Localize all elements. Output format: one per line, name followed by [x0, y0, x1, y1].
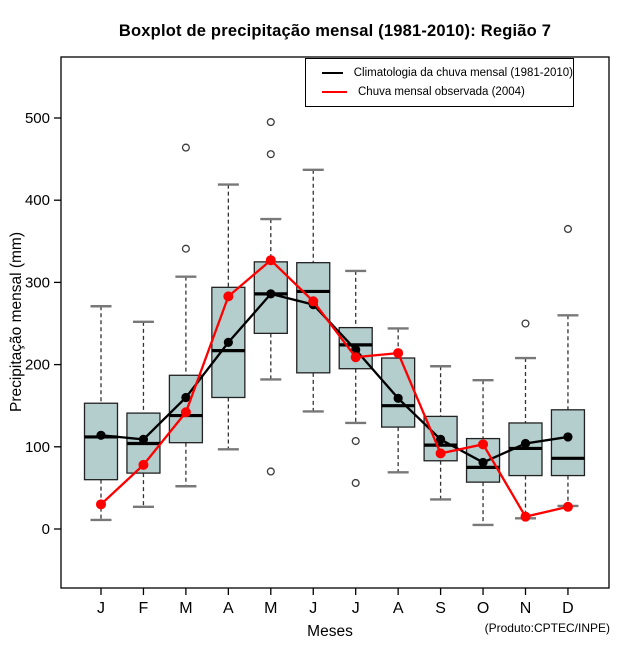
x-tick-label: M [179, 600, 193, 617]
legend [305, 58, 574, 107]
x-axis-title: Meses [307, 623, 353, 640]
series-point-0-1 [139, 435, 147, 443]
series-point-1-0 [97, 500, 106, 509]
chart-title: Boxplot de precipitação mensal (1981-2010): Região 7 [118, 22, 552, 40]
x-tick-label: M [264, 600, 278, 617]
series-point-1-1 [139, 460, 148, 469]
x-tick-label: J [97, 600, 105, 617]
series-point-1-10 [521, 512, 530, 521]
y-tick-label: 0 [41, 521, 50, 538]
series-point-0-4 [267, 290, 275, 298]
legend-item-climatology [322, 65, 573, 81]
x-tick-label: A [223, 600, 234, 617]
legend-label-observed: Chuva mensal observada (2004) [358, 86, 525, 98]
y-tick-label: 400 [24, 192, 50, 210]
x-tick-label: N [519, 600, 532, 617]
series-point-0-10 [521, 439, 529, 447]
series-point-1-5 [309, 297, 318, 306]
series-point-1-7 [394, 349, 403, 358]
series-point-1-9 [479, 440, 488, 449]
product-caption: (Produto:CPTEC/INPE) [484, 621, 610, 635]
outlier-point-m2 [183, 144, 190, 151]
series-point-0-7 [394, 394, 402, 402]
x-tick-label: J [351, 600, 360, 617]
x-tick-label: J [309, 600, 318, 617]
series-point-0-11 [564, 433, 572, 441]
series-point-0-0 [97, 431, 105, 439]
observed-line-swatch-icon [322, 91, 347, 93]
series-point-1-2 [181, 408, 190, 417]
x-tick-label: O [476, 600, 490, 617]
legend-item-observed [322, 84, 573, 100]
x-tick-label: D [562, 600, 574, 617]
outlier-point-d11 [565, 226, 572, 233]
y-tick-label: 100 [24, 438, 50, 456]
x-tick-label: A [392, 600, 404, 617]
y-axis-title: Precipitação mensal (mm) [8, 231, 25, 413]
outlier-point-j6 [352, 438, 359, 445]
series-point-0-3 [224, 338, 232, 346]
series-point-1-11 [563, 502, 572, 511]
series-point-1-8 [436, 449, 445, 458]
box-a7 [382, 358, 415, 427]
y-tick-label: 200 [24, 356, 50, 374]
series-point-1-6 [351, 353, 360, 362]
series-point-0-9 [479, 458, 487, 466]
series-point-1-4 [266, 256, 275, 265]
climatology-line-swatch-icon [322, 72, 343, 74]
box-d11 [551, 410, 584, 476]
y-tick-label: 300 [24, 274, 50, 292]
series-point-1-3 [224, 292, 233, 301]
y-tick-label: 500 [24, 110, 50, 127]
x-tick-label: S [435, 600, 446, 617]
series-point-0-8 [437, 435, 445, 443]
outlier-point-j6 [352, 480, 359, 487]
x-tick-label: F [138, 600, 149, 617]
series-point-0-2 [182, 393, 190, 401]
outlier-point-m4 [267, 119, 274, 126]
outlier-point-m4 [267, 468, 274, 475]
box-j0 [85, 403, 118, 479]
outlier-point-m2 [183, 245, 190, 252]
outlier-point-n10 [522, 320, 529, 327]
outlier-point-m4 [267, 151, 274, 158]
legend-label-climatology: Climatologia da chuva mensal (1981-2010) [353, 67, 573, 79]
